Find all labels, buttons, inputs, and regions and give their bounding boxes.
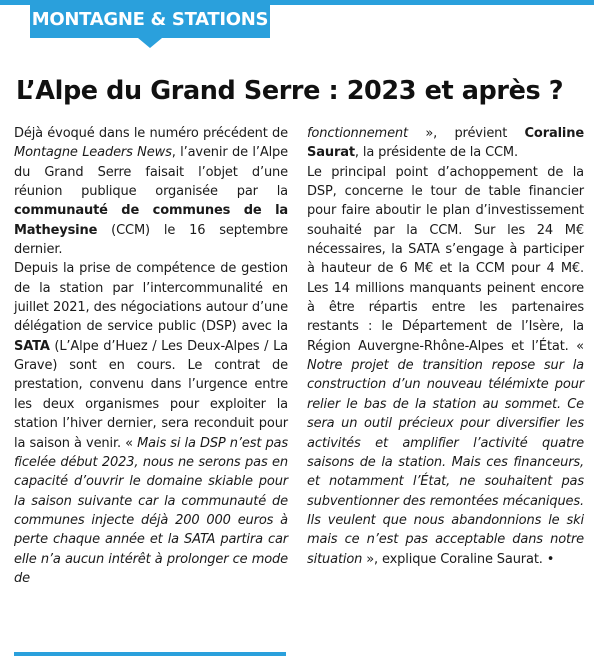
person-name: Coraline Saurat xyxy=(307,126,584,161)
text-run: », prévient xyxy=(407,126,525,141)
text-run: Depuis la prise de compétence de gestion de la station par l’intercommunalité en juillet 2021, des négociations autour d’une délégation de service public (DSP) avec la xyxy=(14,261,288,335)
text-run: , l’avenir de l’Alpe du Grand Serre faisait l’objet d’une réunion publique organisée par la xyxy=(14,145,288,200)
paragraph xyxy=(14,124,288,259)
text-run: », explique Coraline Saurat. • xyxy=(362,551,555,567)
section-tab xyxy=(30,0,270,38)
publication-name: Montagne Leaders News xyxy=(14,145,172,161)
company-name: SATA xyxy=(14,338,50,354)
quote-text: Mais si la DSP n’est pas ficelée début 2023, nous ne serons pas en capacité d’ouvrir le domaine skiable pour la saison suivante car la communauté de communes injecte déjà 200 000 euros à perte chaque année et la SATA partira car elle n’a aucun intérêt à prolonger ce mode de xyxy=(14,435,288,586)
text-run: Le principal point d’achoppement de la DSP, concerne le tour de table financier pour faire aboutir le plan d’investissement souhaité par la CCM. Sur les 24 M€ nécessaires, la SATA s’engage à participer à hauteur de 6 M€ et la CCM pour 4 M€. Les 14 millions manquants peinent encore à être répartis entre les partenaires restants : le Département de l’Isère, la Région Auvergne-Rhône-Alpes et l’État. « xyxy=(307,164,584,354)
text-run: (L’Alpe d’Huez / Les Deux-Alpes / La Grave) sont en cours. Le contrat de prestation, convenu dans l’urgence entre les deux organismes pour exploiter la station l’hiver dernier, sera reconduit pour la saison à venir. « xyxy=(14,338,288,451)
organization-name: communauté de communes de la Matheysine xyxy=(14,203,288,238)
section-label: MONTAGNE & STATIONS xyxy=(31,8,269,30)
quote-text: fonctionnement xyxy=(307,126,408,141)
paragraph xyxy=(307,163,584,569)
quote-text: Notre projet de transition repose sur la construction d’un nouveau télémixte pour relier le bas de la station au sommet. Ce sera un outil précieux pour diversifier les activités et amplifier l’activité quatre saisons de la station. Mais ces financeurs, et notamment l’État, ne souhaitent pas subventionner des remontées mécaniques. Ils veulent que nous abandonnions le ski mais ce n’est pas acceptable dans notre situation xyxy=(307,358,584,567)
paragraph xyxy=(307,124,584,163)
text-run: , la présidente de la CCM. xyxy=(354,145,518,161)
text-run: Déjà évoqué dans le numéro précédent de xyxy=(14,126,288,141)
paragraph xyxy=(14,259,288,588)
text-run: (CCM) le 16 septembre dernier. xyxy=(14,222,288,258)
section-tab-pointer xyxy=(138,38,162,48)
article-title: L’Alpe du Grand Serre : 2023 et après ? xyxy=(16,76,564,106)
article-column-left xyxy=(14,124,288,588)
section-bottom-rule xyxy=(14,652,286,656)
article-column-right xyxy=(307,124,584,569)
